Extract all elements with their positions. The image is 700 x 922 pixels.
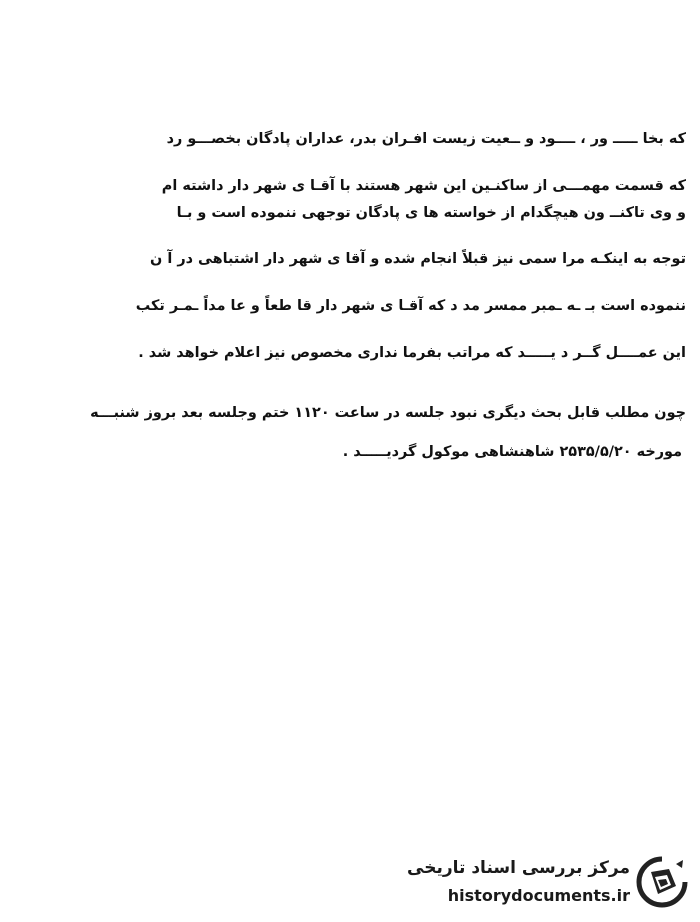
document-line: ننموده است بـ ـه ـمبر ممسر مد د که آقـا ی شهر دار قا طعاً و عا مداً ـمـر تکب [135,298,687,314]
document-line: چون مطلب قابل بحث دیگری نبود جلسه در ساعت ۱۱۲۰ ختم وجلسه بعد بروز شنبـــه [90,405,686,421]
document-line: مورخه ۲۵۳۵/۵/۲۰ شاهنشاهی موکول گردیـــــد . [342,444,683,460]
document-line: توجه به اینکـه مرا سمی نیز قبلاً انجام شده و آقا ی شهر دار اشتباهی در آ ن [150,251,686,267]
document-line: این عمــــل گــر د یـــــد که مراتب بفرما نداری مخصوص نیز اعلام خواهد شد . [138,345,687,361]
watermark [407,856,688,912]
watermark-name: مرکز بررسی اسناد تاریخی [407,858,630,878]
watermark-url: historydocuments.ir [447,886,630,905]
document-line: و وی تاکنــ ون هیچگدام از خواسته ها ی پادگان توجهی ننموده است و بـا [176,205,686,221]
archive-logo-icon [636,856,688,908]
document-line: که قسمت مهمـــی از ساکنـین این شهر هستند با آقـا ی شهر دار داشته ام [161,178,686,194]
document-line: که بخا ـــــ ور ، ــــود و ــعیت زیست افـران بدر، عداران پادگان بخصـــو رد [166,131,686,147]
document-body [6,128,686,463]
